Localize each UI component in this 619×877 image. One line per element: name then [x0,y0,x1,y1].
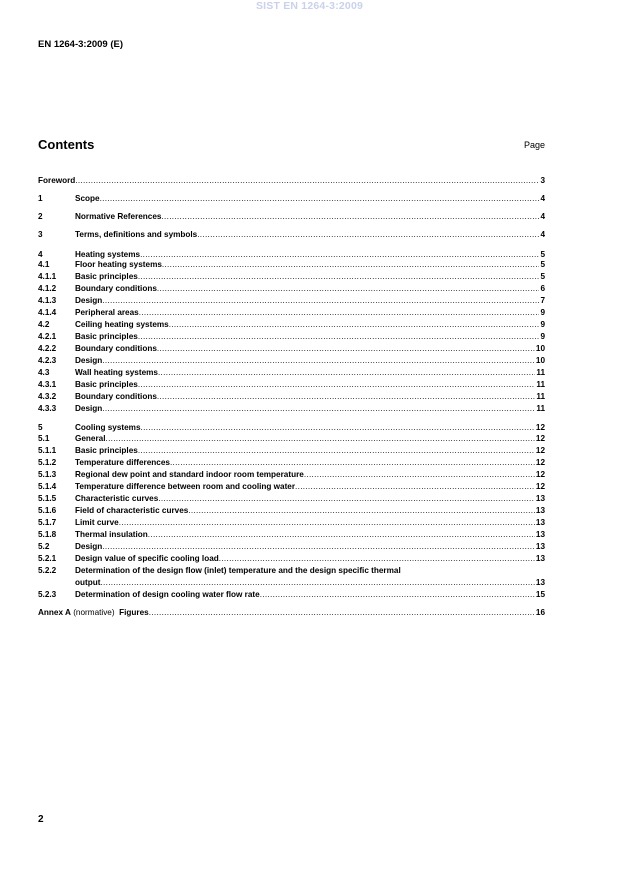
toc-number: 5.2.1 [38,554,57,563]
toc-title: Design [75,296,103,305]
toc-number: 4.3.1 [38,380,57,389]
toc-page: 5 [540,260,545,269]
toc-page: 11 [536,392,545,401]
toc-title: Characteristic curves [75,494,159,503]
toc-number: 5.1.6 [38,506,57,515]
toc-page: 13 [535,554,545,563]
toc-title: General [75,434,106,443]
page-number: 2 [38,814,44,825]
toc-page: 9 [540,320,545,329]
toc-number: 5.1.8 [38,530,57,539]
watermark: SIST EN 1264-3:2009 [255,0,364,12]
toc-title: Design value of specific cooling load [75,554,219,563]
toc-page: 7 [540,296,545,305]
toc-number: 4.2.1 [38,332,57,341]
toc-entry-foreword[interactable] [38,175,545,186]
toc-entry[interactable] [38,481,545,492]
toc-entry[interactable] [38,331,545,342]
toc-number: 5.1.5 [38,494,57,503]
toc-title: Boundary conditions [75,344,157,353]
toc-title: Design [75,404,103,413]
annex-title: Figures [119,608,149,617]
toc-title: Normative References [75,212,162,221]
toc-number: 5.1.2 [38,458,57,467]
toc-entry[interactable] [38,391,545,402]
toc-page: 10 [535,344,545,353]
toc-number: 1 [38,194,43,203]
toc-number: 4.1.1 [38,272,57,281]
toc-number: 5 [38,423,43,432]
toc-entry[interactable] [38,433,545,444]
toc-entry[interactable] [38,319,545,330]
toc-number: 5.1.3 [38,470,57,479]
toc-entry[interactable] [38,529,545,540]
toc-title: Thermal insulation [75,530,148,539]
annex-qualifier: (normative) [73,608,115,617]
toc-title: Basic principles [75,446,138,455]
toc-page: 4 [540,194,545,203]
toc-page: 4 [540,230,545,239]
toc-number: 3 [38,230,43,239]
toc-title-line1: Determination of the design flow (inlet) temperature and the design specific thermal [75,566,401,575]
toc-title: Design [75,542,103,551]
toc-page: 13 [535,494,545,503]
toc-number: 4.2.3 [38,356,57,365]
toc-number: 5.2.2 [38,566,57,575]
toc-page: 4 [540,212,545,221]
toc-entry[interactable] [38,457,545,468]
toc-title: Temperature differences [75,458,170,467]
toc-title: Ceiling heating systems [75,320,169,329]
toc-page: 13 [535,578,545,587]
toc-entry[interactable] [38,589,545,600]
toc-entry[interactable] [38,307,545,318]
toc-number: 4.1.3 [38,296,57,305]
toc-number: 5.2.3 [38,590,57,599]
toc-page: 11 [536,404,545,413]
toc-page: 13 [535,506,545,515]
toc-page: 13 [535,530,545,539]
toc-entry[interactable] [38,541,545,552]
annex-label: Annex A [38,608,71,617]
toc-page: 6 [540,284,545,293]
toc-title: Peripheral areas [75,308,139,317]
toc-page: 12 [535,482,545,491]
toc-entry[interactable] [38,403,545,414]
toc-entry[interactable] [38,379,545,390]
toc-entry[interactable] [38,229,545,240]
toc-title: Determination of design cooling water flow rate [75,590,260,599]
toc-entry-wrapped-first-line[interactable] [38,565,545,576]
toc-page: 11 [536,380,545,389]
toc-number: 4.3.2 [38,392,57,401]
toc-page: 16 [535,608,545,617]
toc-entry[interactable] [38,505,545,516]
toc-number: 4.1 [38,260,50,269]
toc-page: 12 [535,470,545,479]
toc-entry[interactable] [38,469,545,480]
toc-page: 5 [540,272,545,281]
toc-title: Boundary conditions [75,392,157,401]
toc-page: 9 [540,332,545,341]
toc-title: Basic principles [75,272,138,281]
toc-number: 4.1.2 [38,284,57,293]
toc-title: Wall heating systems [75,368,158,377]
toc-title: Design [75,356,103,365]
toc-page: 15 [535,590,545,599]
toc-title: Limit curve [75,518,119,527]
toc-page: 13 [535,542,545,551]
toc-number: 2 [38,212,43,221]
toc-entry[interactable] [38,295,545,306]
toc-entry[interactable] [38,259,545,270]
toc-title: Floor heating systems [75,260,162,269]
toc-entry[interactable] [38,553,545,564]
toc-number: 4.2 [38,320,50,329]
toc-title: Basic principles [75,332,138,341]
toc-title: Field of characteristic curves [75,506,189,515]
toc-number: 5.1 [38,434,50,443]
toc-number: 4.3.3 [38,404,57,413]
toc-entry[interactable] [38,343,545,354]
toc-entry[interactable] [38,211,545,222]
toc-number: 5.2 [38,542,50,551]
toc-entry[interactable] [38,493,545,504]
document-id: EN 1264-3:2009 (E) [38,39,124,50]
toc-entry[interactable] [38,422,545,433]
toc-number: 5.1.4 [38,482,57,491]
toc-page: 13 [535,518,545,527]
toc-page: 3 [540,176,545,185]
toc-page: 5 [540,250,545,259]
toc-page: 11 [536,368,545,377]
toc-entry[interactable] [38,445,545,456]
toc-page: 12 [535,458,545,467]
toc-title: Scope [75,194,100,203]
toc-title: Cooling systems [75,423,141,432]
toc-entry[interactable] [38,367,545,378]
toc-page: 12 [535,434,545,443]
toc-page: 10 [535,356,545,365]
toc-title: Heating systems [75,250,141,259]
toc-entry-annex[interactable] [38,607,545,618]
toc-number: 5.1.7 [38,518,57,527]
toc-entry[interactable] [38,193,545,204]
toc-entry[interactable] [38,283,545,294]
toc-entry[interactable] [38,517,545,528]
toc-title: Foreword [38,176,76,185]
page-title: Contents [38,137,95,152]
toc-entry[interactable] [38,355,545,366]
toc-entry-wrapped-second-line[interactable] [38,577,545,588]
toc-title: output [75,578,101,587]
toc-number: 4.1.4 [38,308,57,317]
toc-number: 4.2.2 [38,344,57,353]
toc-page: 12 [535,446,545,455]
toc-title: Boundary conditions [75,284,157,293]
toc-number: 4 [38,250,43,259]
toc-number: 4.3 [38,368,50,377]
page-column-label: Page [523,140,545,150]
toc-title: Regional dew point and standard indoor room temperature [75,470,304,479]
toc-title: Temperature difference between room and cooling water [75,482,296,491]
toc-number: 5.1.1 [38,446,57,455]
toc-entry[interactable] [38,271,545,282]
toc-title: Basic principles [75,380,138,389]
toc-title: Terms, definitions and symbols [75,230,198,239]
toc-page: 12 [535,423,545,432]
toc-page: 9 [540,308,545,317]
